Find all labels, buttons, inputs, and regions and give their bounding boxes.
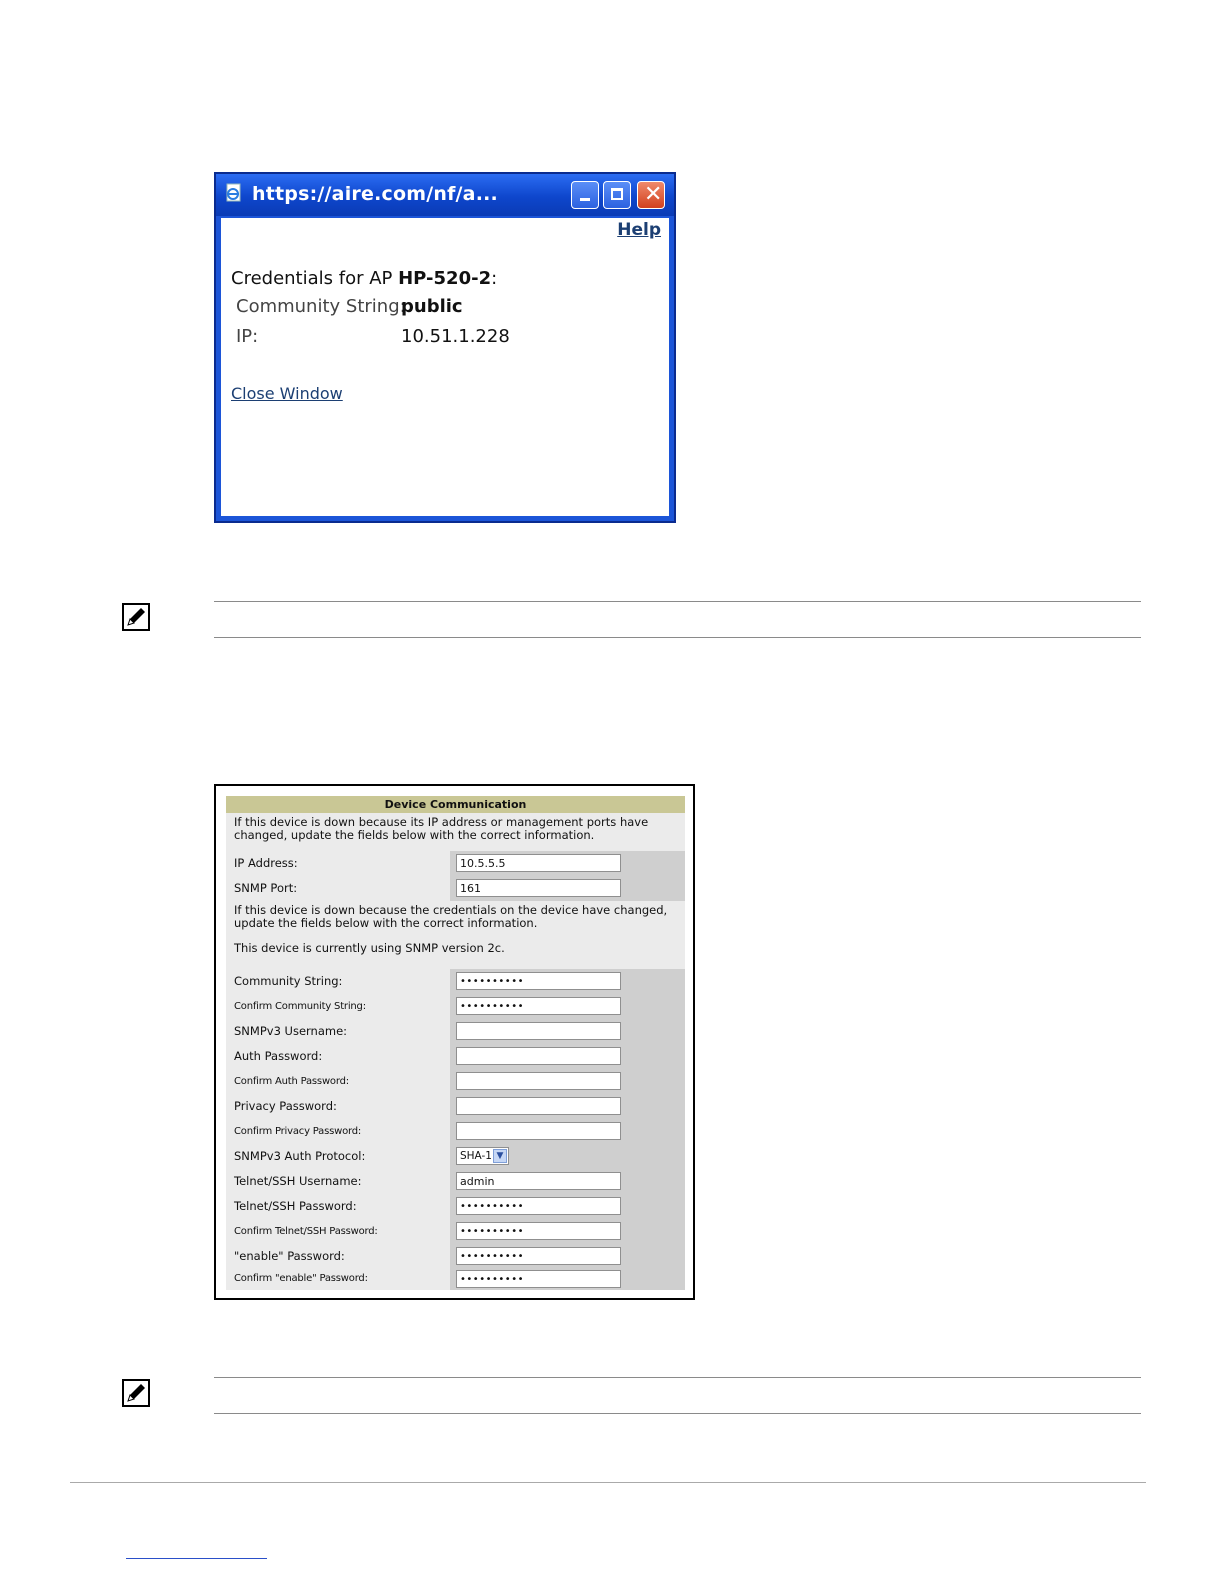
device-communication-panel [214, 784, 695, 1300]
minimize-icon [580, 198, 590, 201]
privacy-password-input[interactable] [456, 1097, 621, 1115]
credentials-popup-window [214, 172, 676, 523]
credentials-heading [231, 268, 497, 289]
confirm-community-string-input[interactable] [456, 997, 621, 1015]
snmpv3-auth-protocol-row [226, 1144, 685, 1169]
credentials-prefix: Credentials for AP [231, 268, 399, 289]
auth-password-row [226, 1044, 685, 1069]
confirm-privacy-password-row [226, 1119, 685, 1144]
enable-password-input[interactable] [456, 1247, 621, 1265]
community-string-label: Community String: [226, 969, 450, 994]
note-pencil-icon [122, 603, 150, 631]
snmp-port-label: SNMP Port: [226, 876, 450, 901]
confirm-auth-password-label: Confirm Auth Password: [226, 1069, 450, 1094]
window-content [221, 218, 669, 516]
maximize-icon [611, 188, 623, 200]
note-bottom-rule [214, 637, 1141, 638]
ip-address-input[interactable] [456, 854, 621, 872]
ip-label: IP: [236, 326, 259, 347]
snmpv3-username-input[interactable] [456, 1022, 621, 1040]
community-string-input[interactable] [456, 972, 621, 990]
footer-rule [70, 1482, 1146, 1483]
auth-protocol-selected-value: SHA-1 [460, 1150, 492, 1162]
chevron-down-icon[interactable]: ▼ [493, 1149, 507, 1163]
telnet-ssh-password-row [226, 1194, 685, 1219]
telnet-ssh-username-row [226, 1169, 685, 1194]
snmpv3-username-row [226, 1019, 685, 1044]
close-button[interactable] [637, 181, 665, 209]
close-icon: ✕ [644, 182, 663, 207]
community-string-row [226, 969, 685, 994]
telnet-ssh-password-input[interactable] [456, 1197, 621, 1215]
privacy-password-row [226, 1094, 685, 1119]
device-communication-heading: Device Communication [226, 796, 685, 813]
telnet-ssh-password-label: Telnet/SSH Password: [226, 1194, 450, 1219]
confirm-enable-password-row [226, 1268, 685, 1290]
footer-link-underline[interactable] [126, 1558, 267, 1559]
confirm-privacy-password-input[interactable] [456, 1122, 621, 1140]
confirm-privacy-password-label: Confirm Privacy Password: [226, 1119, 450, 1144]
telnet-ssh-username-label: Telnet/SSH Username: [226, 1169, 450, 1194]
confirm-auth-password-input[interactable] [456, 1072, 621, 1090]
minimize-button[interactable] [571, 181, 599, 209]
privacy-password-label: Privacy Password: [226, 1094, 450, 1119]
confirm-enable-password-input[interactable] [456, 1270, 621, 1288]
confirm-community-string-row [226, 994, 685, 1019]
confirm-telnet-ssh-password-label: Confirm Telnet/SSH Password: [226, 1219, 450, 1244]
ie-page-icon [224, 183, 244, 203]
snmpv3-auth-protocol-label: SNMPv3 Auth Protocol: [226, 1144, 450, 1169]
snmpv3-username-label: SNMPv3 Username: [226, 1019, 450, 1044]
note-bottom-rule [214, 1413, 1141, 1414]
confirm-enable-password-label: Confirm "enable" Password: [226, 1268, 450, 1290]
ip-address-row [226, 851, 685, 876]
help-link[interactable]: Help [617, 220, 661, 240]
community-string-value: public [401, 296, 463, 317]
window-title: https://aire.com/nf/a... [252, 183, 498, 205]
ip-change-description: If this device is down because its IP address or management ports have changed, update the fields below with the correct information. [226, 813, 685, 851]
enable-password-row [226, 1244, 685, 1269]
confirm-auth-password-row [226, 1069, 685, 1094]
maximize-button[interactable] [603, 181, 631, 209]
note-top-rule [214, 1377, 1141, 1378]
snmp-port-input[interactable] [456, 879, 621, 897]
confirm-telnet-ssh-password-row [226, 1219, 685, 1244]
credentials-suffix: : [491, 268, 498, 289]
close-window-link[interactable]: Close Window [231, 384, 343, 403]
community-string-label: Community String: [236, 296, 406, 317]
snmp-port-row [226, 876, 685, 901]
ap-name: HP-520-2 [398, 268, 492, 289]
credentials-change-text: If this device is down because the credentials on the device have changed, update the fields below with the correct information. [234, 903, 668, 930]
ip-value: 10.51.1.228 [401, 326, 510, 347]
snmp-version-text: This device is currently using SNMP version 2c. [234, 941, 505, 955]
auth-password-input[interactable] [456, 1047, 621, 1065]
window-titlebar[interactable] [216, 174, 674, 216]
auth-password-label: Auth Password: [226, 1044, 450, 1069]
confirm-telnet-ssh-password-input[interactable] [456, 1222, 621, 1240]
telnet-ssh-username-input[interactable] [456, 1172, 621, 1190]
auth-protocol-select[interactable] [456, 1147, 509, 1165]
ip-address-label: IP Address: [226, 851, 450, 876]
note-top-rule [214, 601, 1141, 602]
confirm-community-string-label: Confirm Community String: [226, 994, 450, 1019]
credentials-description [226, 901, 685, 969]
enable-password-label: "enable" Password: [226, 1244, 450, 1269]
note-pencil-icon [122, 1379, 150, 1407]
